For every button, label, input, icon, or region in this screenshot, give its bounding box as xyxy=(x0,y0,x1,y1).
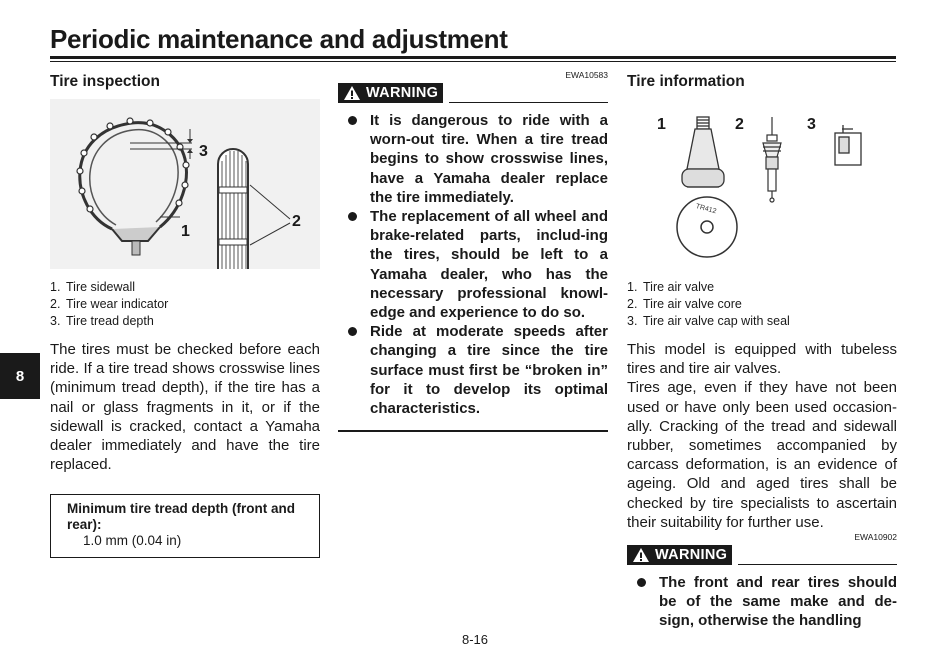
caption-item: 2. Tire wear indicator xyxy=(50,297,169,311)
warning-label: WARNING xyxy=(366,85,439,101)
warning-item: Ride at moderate speeds after changing a tire since the tire surface must first be “broken in” for it to develop its optimal characteristics. xyxy=(338,322,608,418)
header-rule xyxy=(50,56,896,59)
warning-list xyxy=(627,573,897,631)
tubeless-paragraph: This model is equipped with tubeless tires and tire air valves. xyxy=(627,341,897,378)
tire-valve-figure xyxy=(627,99,897,269)
tire-cross-section-illustration xyxy=(50,99,320,269)
tire-inspection-figure xyxy=(50,99,320,269)
warning-header xyxy=(338,83,608,103)
warning-item: It is dangerous to ride with a worn-out tire. When a tire tread begins to show crosswise lines, have a Yamaha dealer replace the tire immediately. xyxy=(338,111,608,207)
bullet-icon xyxy=(348,212,357,221)
warning-item: The front and rear tires should be of the same make and de-sign, otherwise the handling xyxy=(627,573,897,631)
figure-captions xyxy=(50,279,320,330)
figure-label-1: 1 xyxy=(181,223,190,240)
figure-label-2: 2 xyxy=(292,213,301,230)
spec-label: Minimum tire tread depth (front and rear): xyxy=(67,501,295,533)
warning-badge xyxy=(338,83,443,103)
warning-end-rule xyxy=(338,430,608,432)
tire-inspection-paragraph: The tires must be checked before each ride. If a tire tread shows crosswise lines (minimum tread depth), if the tire has a nail or glass fragments in it, or if the sidewall is cracked, contact a Yamaha dealer immediately and have the tire replaced. xyxy=(50,341,320,474)
warning-triangle-icon xyxy=(632,547,650,563)
caption-item: 2. Tire air valve core xyxy=(627,297,742,311)
warning-rule xyxy=(449,102,608,104)
warning-label: WARNING xyxy=(655,547,728,564)
warning-header xyxy=(627,545,897,565)
caption-item: 3. Tire air valve cap with seal xyxy=(627,314,790,328)
warning-badge xyxy=(627,545,732,565)
disc-marking: TR412 xyxy=(694,203,718,216)
header-rule-thin xyxy=(50,61,896,62)
caption-item: 1. Tire sidewall xyxy=(50,280,136,294)
warning-section xyxy=(338,70,608,432)
warning-triangle-icon xyxy=(343,85,361,101)
valve-label-2: 2 xyxy=(735,116,744,133)
chapter-tab[interactable]: 8 xyxy=(0,353,40,399)
warning-list xyxy=(338,111,608,418)
tire-valve-illustration xyxy=(627,99,897,269)
caption-item: 3. Tire tread depth xyxy=(50,314,154,328)
valve-label-3: 3 xyxy=(807,116,816,133)
tire-information-section xyxy=(627,70,897,631)
section-heading: Tire information xyxy=(627,73,745,90)
bullet-icon xyxy=(348,116,357,125)
bullet-icon xyxy=(348,327,357,336)
valve-label-1: 1 xyxy=(657,116,666,133)
spec-box xyxy=(50,494,320,558)
figure-captions xyxy=(627,279,897,330)
bullet-icon xyxy=(637,578,646,587)
caption-item: 1. Tire air valve xyxy=(627,280,715,294)
warning-code: EWA10583 xyxy=(565,70,608,80)
tire-aging-paragraph: Tires age, even if they have not been used or have only been used occasion-ally. Cracking of the tread and sidewall rubber, sometimes accompanied by carcass deformation, is an evidence of ageing. Old and aged tires shall be checked by tire specialists to ascertain their suitability for further use. xyxy=(627,379,897,531)
page-number: 8-16 xyxy=(461,632,489,647)
warning-item: The replacement of all wheel and brake-related parts, includ-ing the tires, should be left to a Yamaha dealer, who has the necessary professional knowl-edge and experience to do so. xyxy=(338,207,608,322)
figure-label-3: 3 xyxy=(199,143,208,160)
warning-rule xyxy=(738,564,897,566)
section-heading: Tire inspection xyxy=(50,73,160,90)
spec-value: 1.0 mm (0.04 in) xyxy=(83,533,182,549)
tire-inspection-section xyxy=(50,70,320,558)
warning-code: EWA10902 xyxy=(854,532,897,543)
page-title: Periodic maintenance and adjustment xyxy=(50,24,508,54)
